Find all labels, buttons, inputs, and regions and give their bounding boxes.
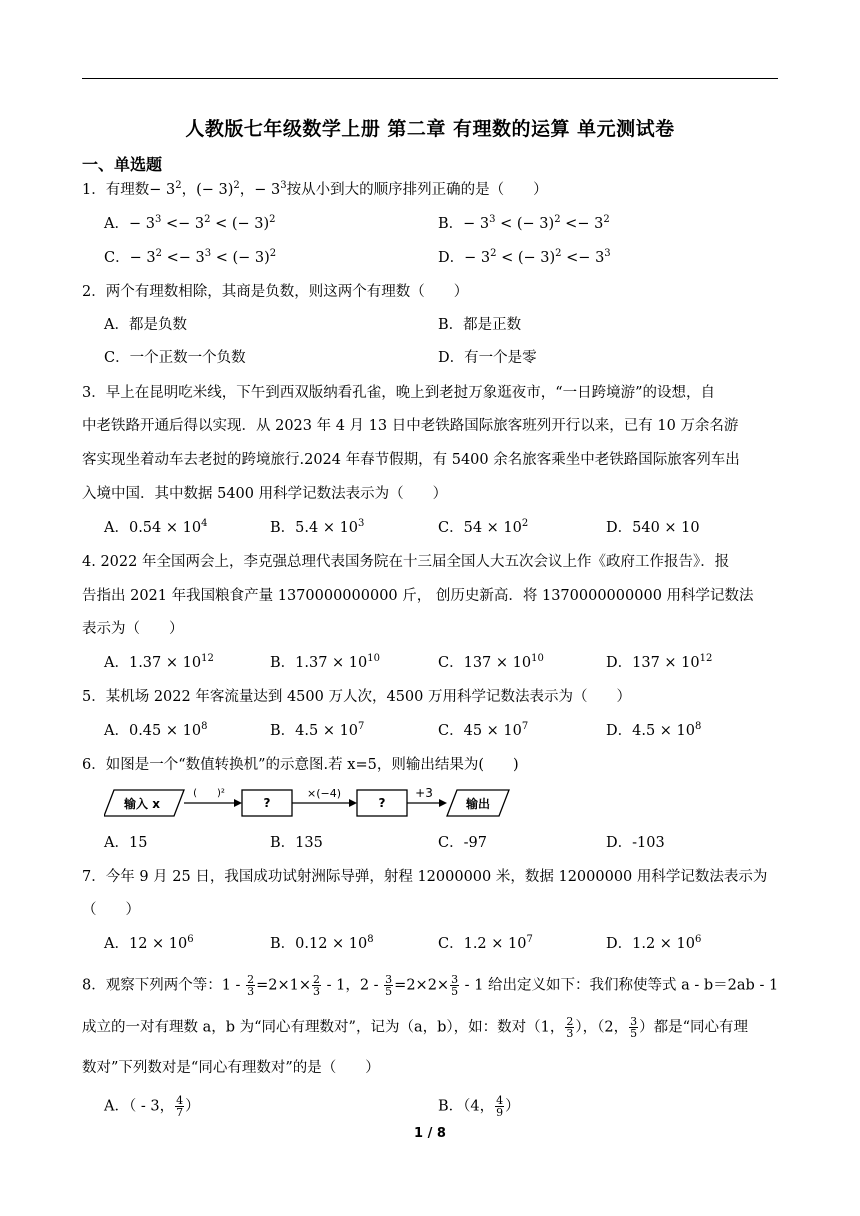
q1-option-c[interactable]: C．− $3^2 <- 3^3$ < (− 3)$^2$: [104, 248, 277, 266]
page-title: 人教版七年级数学上册 第二章 有理数的运算 单元测试卷: [185, 118, 675, 140]
q2-option-b[interactable]: B．都是正数: [438, 317, 522, 333]
input-label: 输入 x: [124, 797, 160, 811]
q8-line-1: 8．观察下列两个等：1 - $\frac{2}{3}$ =2×1× $\frac{2}{3}$ - 1，2 - $\frac{3}{5}$ =2×2× $\frac{3}{5}$ - 1 给出定义如下：我们称使等式 a - b＝2ab - 1: [82, 973, 779, 998]
q7-option-c[interactable]: C．$1.2 \times 10^7$: [438, 934, 533, 952]
fraction-2-3: $\frac{2}{3}$: [312, 973, 320, 998]
q7-option-b[interactable]: B．$0.12 \times 10^8$: [270, 934, 374, 952]
q2-stem: 2．两个有理数相除，其商是负数，则这两个有理数（ ）: [82, 284, 469, 300]
arrowhead-1: [234, 799, 242, 807]
q2-option-c[interactable]: C．一个正数一个负数: [104, 350, 246, 366]
q8-option-a[interactable]: A．（ - 3， $\frac{4}{7}$ ）: [104, 1094, 200, 1119]
fraction-2-3: $\frac{2}{3}$: [566, 1015, 574, 1040]
q6-stem: 6．如图是一个“数值转换机”的示意图.若 x=5，则输出结果为( ): [82, 757, 519, 773]
q5-option-a[interactable]: A．$0.45 \times 10^8$: [104, 721, 208, 739]
q5-option-b[interactable]: B．$4.5 \times 10^7$: [270, 721, 365, 739]
number-converter-diagram: [104, 785, 514, 821]
q4-line-1: 4. 2022 年全国两会上，李克强总理代表国务院在十三届全国人大五次会议上作《政府工作报告》．报: [82, 554, 730, 570]
page-number: 1 / 8: [414, 1126, 446, 1141]
fraction-3-5: $\frac{3}{5}$: [630, 1015, 638, 1040]
q3-option-b[interactable]: B．$5.4 \times 10^3$: [270, 518, 365, 536]
fraction-4-9: $\frac{4}{9}$: [496, 1094, 504, 1119]
op1-label: ( )²: [193, 788, 225, 799]
q5-option-d[interactable]: D．$4.5 \times 10^8$: [606, 721, 702, 739]
q6-option-b[interactable]: B．135: [270, 835, 323, 851]
q3-line-3: 客实现坐着动车去老挝的跨境旅行.2024 年春节假期，有 5400 余名旅客乘坐中老铁路国际旅客列车出: [82, 452, 740, 468]
op2-label: ×(−4): [306, 787, 342, 800]
q6-option-d[interactable]: D．-103: [606, 835, 665, 851]
q1-option-d[interactable]: D．− $3^2$ < (− $3)^2 <- 3^3$: [438, 248, 611, 266]
q1-stem: 1．有理数− $3^2$，(− 3)$^2$，− $3^3$按从小到大的顺序排列正确的是（ ）: [82, 180, 548, 198]
q2-option-d[interactable]: D．有一个是零: [438, 350, 537, 366]
arrowhead-3: [439, 799, 447, 807]
box-1-label: ?: [263, 796, 271, 810]
q1-option-b[interactable]: B．− $3^3$ < (− $3)^2 <- 3^2$: [438, 214, 610, 232]
fraction-4-7: $\frac{4}{7}$: [176, 1094, 184, 1119]
q3-line-4: 入境中国．其中数据 5400 用科学记数法表示为（ ）: [82, 486, 448, 502]
output-label: 输出: [465, 797, 491, 811]
op3-label: +3: [415, 786, 433, 800]
q7-line-2: （ ）: [82, 902, 140, 918]
q8-option-b[interactable]: B．（4， $\frac{4}{9}$ ）: [438, 1094, 520, 1119]
q7-line-1: 7．今年 9 月 25 日，我国成功试射洲际导弹，射程 12000000 米，数据 12000000 用科学记数法表示为: [82, 869, 768, 885]
fraction-3-5: $\frac{3}{5}$: [385, 973, 393, 998]
q3-option-c[interactable]: C．$54 \times 10^2$: [438, 518, 529, 536]
fraction-2-3: $\frac{2}{3}$: [247, 973, 255, 998]
q4-option-d[interactable]: D．$137 \times 10^{12}$: [606, 653, 713, 671]
q6-option-c[interactable]: C．-97: [438, 835, 487, 851]
q3-line-2: 中老铁路开通后得以实现．从 2023 年 4 月 13 日中老铁路国际旅客班列开行以来，已有 10 万余名游: [82, 418, 739, 434]
q2-option-a[interactable]: A．都是负数: [104, 317, 187, 333]
q4-line-3: 表示为（ ）: [82, 621, 184, 637]
q8-line-2: 成立的一对有理数 a，b 为“同心有理数对”，记为（a，b），如：数对（1， $\frac{2}{3}$ ），（2， $\frac{3}{5}$ ）都是“同心有理: [82, 1015, 749, 1040]
header-rule: [82, 78, 778, 79]
q4-option-b[interactable]: B．$1.37 \times 10^{10}$: [270, 653, 380, 671]
q6-option-a[interactable]: A．15: [104, 835, 148, 851]
q7-option-a[interactable]: A．$12 \times 10^6$: [104, 934, 194, 952]
q3-option-a[interactable]: A．$0.54 \times 10^4$: [104, 518, 208, 536]
q8-line-3: 数对”下列数对是“同心有理数对”的是（ ）: [82, 1060, 380, 1076]
q7-option-d[interactable]: D．$1.2 \times 10^6$: [606, 934, 702, 952]
q4-option-c[interactable]: C．$137 \times 10^{10}$: [438, 653, 544, 671]
q4-option-a[interactable]: A．$1.37 \times 10^{12}$: [104, 653, 214, 671]
q5-stem: 5．某机场 2022 年客流量达到 4500 万人次，4500 万用科学记数法表示为（ ）: [82, 689, 631, 705]
box-2-label: ?: [378, 796, 386, 810]
arrowhead-2: [349, 799, 357, 807]
q3-line-1: 3．早上在昆明吃米线，下午到西双版纳看孔雀，晚上到老挝万象逛夜市，“一日跨境游”的设想，自: [82, 385, 716, 401]
q4-line-2: 告指出 2021 年我国粮食产量 1370000000000 斤， 创历史新高．将 1370000000000 用科学记数法: [82, 588, 754, 604]
section-heading: 一、单选题: [82, 155, 163, 174]
q3-option-d[interactable]: D．540 × 10: [606, 520, 700, 536]
q1-option-a[interactable]: A．− $3^3 <- 3^2$ < (− 3)$^2$: [104, 214, 276, 232]
q5-option-c[interactable]: C．$45 \times 10^7$: [438, 721, 529, 739]
fraction-3-5: $\frac{3}{5}$: [451, 973, 459, 998]
